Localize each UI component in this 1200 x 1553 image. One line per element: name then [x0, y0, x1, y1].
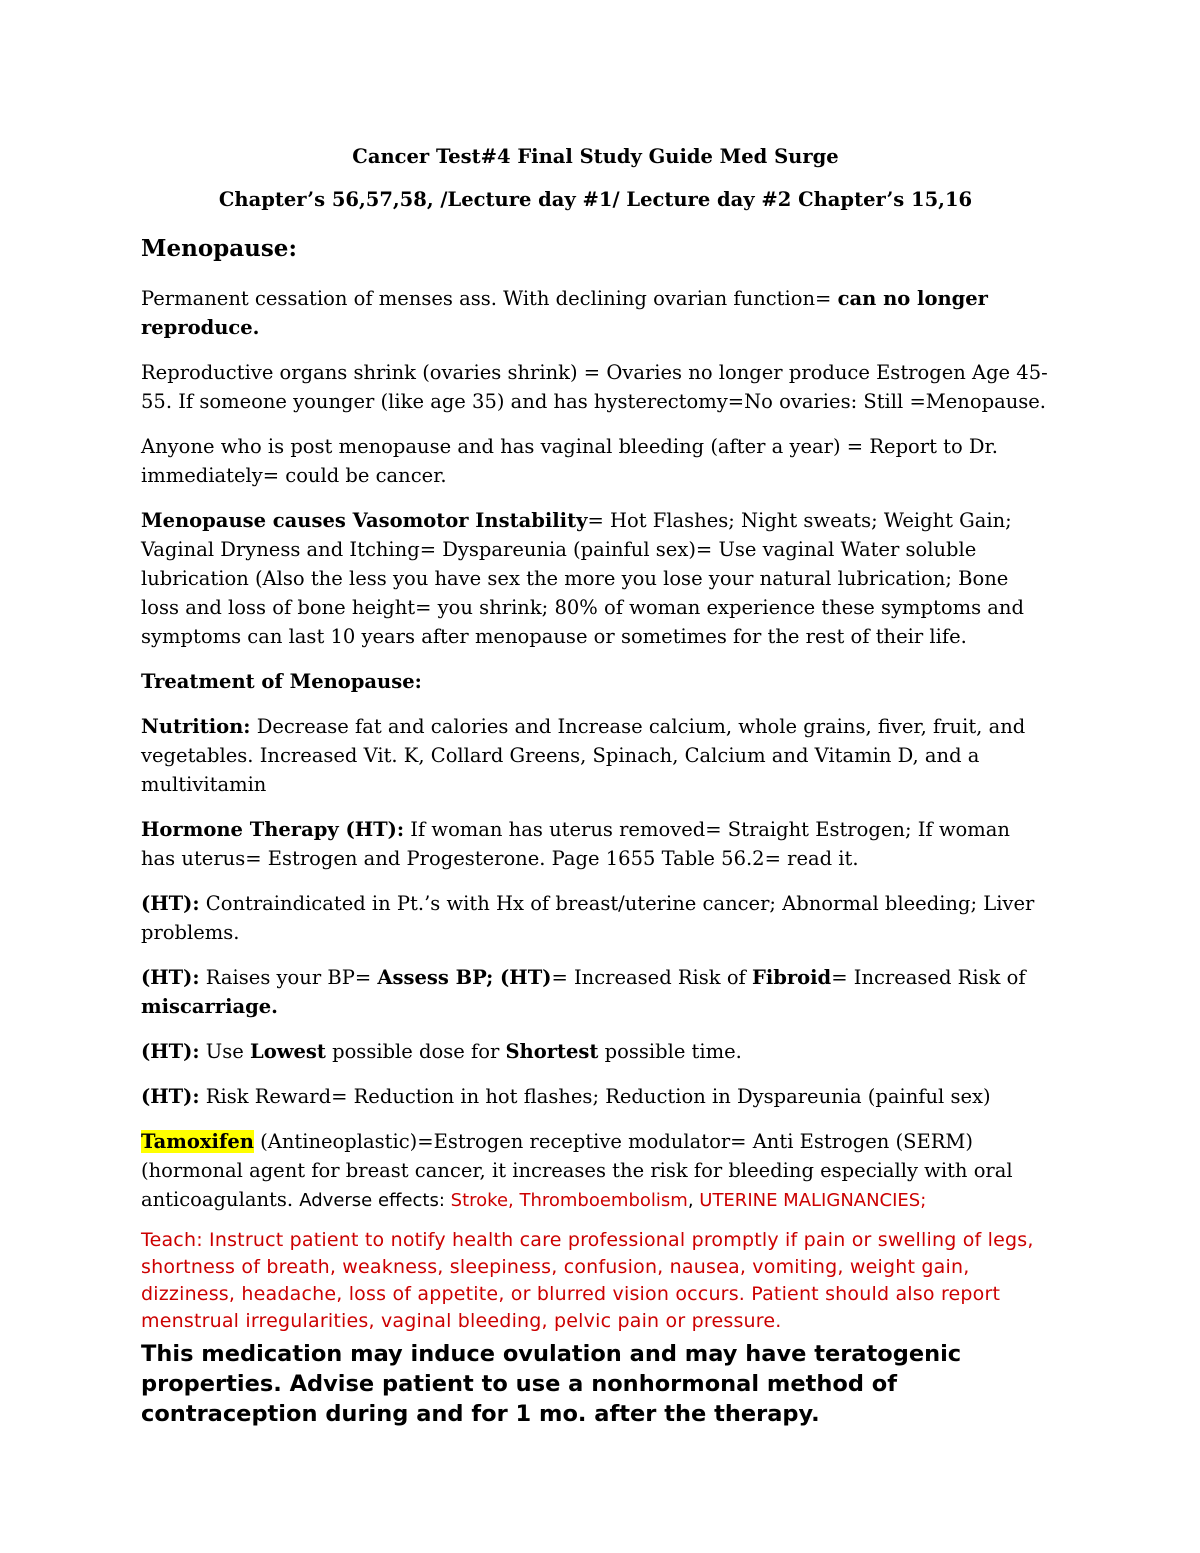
menopause-symptoms: Menopause causes Vasomotor Instability= Hot Flashes; Night sweats; Weight Gain; Vaginal Dryness and Itching= Dyspareunia (painful sex)= Use vaginal Water soluble lubrication (Also the less you have sex the more you lose your natural lubrication; Bone loss and loss of bone height= you shrink; 80% of woman experience these symptoms and symptoms can last 10 years after menopause or sometimes for the rest of their life.	[141, 509, 1024, 648]
hormone-therapy-paragraph: Hormone Therapy (HT): If woman has uterus removed= Straight Estrogen; If woman has uterus= Estrogen and Progesterone. Page 1655 Table 56.2= read it.	[141, 818, 1010, 870]
ht-risks: (HT): Raises your BP= Assess BP; (HT)= Increased Risk of Fibroid= Increased Risk of miscarriage.	[141, 966, 1026, 1018]
ht-risk-reward: (HT): Risk Reward= Reduction in hot flashes; Reduction in Dyspareunia (painful sex)	[141, 1085, 991, 1108]
menopause-definition: Permanent cessation of menses ass. With declining ovarian function= can no longer reproduce.	[141, 287, 988, 339]
ht-dose: (HT): Use Lowest possible dose for Shortest possible time.	[141, 1040, 742, 1063]
tamoxifen-teaching: Teach: Instruct patient to notify health care professional promptly if pain or swelling of legs, shortness of breath, weakness, sleepiness, confusion, nausea, vomiting, weight gain, dizziness, headache, loss of appetite, or blurred vision occurs. Patient should also report menstrual irregularities, vaginal bleeding, pelvic pain or pressure.	[141, 1229, 1034, 1332]
tamoxifen-paragraph: Tamoxifen (Antineoplastic)=Estrogen receptive modulator= Anti Estrogen (SERM) (hormonal agent for breast cancer, it increases the risk for bleeding especially with oral anticoagulants. Adverse effects: Stroke, Thromboembolism, UTERINE MALIGNANCIES;	[141, 1130, 1013, 1211]
ht-contraindications: (HT): Contraindicated in Pt.’s with Hx of breast/uterine cancer; Abnormal bleeding; Liver problems.	[141, 892, 1035, 944]
tamoxifen-warning: This medication may induce ovulation and may have teratogenic properties. Advise patient to use a nonhormonal method of contraception during and for 1 mo. after the therapy.	[141, 1341, 962, 1427]
nutrition-paragraph: Nutrition: Decrease fat and calories and Increase calcium, whole grains, fiver, fruit, and vegetables. Increased Vit. K, Collard Greens, Spinach, Calcium and Vitamin D, and a multivitamin	[141, 715, 1026, 796]
menopause-bleeding: Anyone who is post menopause and has vaginal bleeding (after a year) = Report to Dr. immediately= could be cancer.	[141, 435, 998, 487]
menopause-organs: Reproductive organs shrink (ovaries shrink) = Ovaries no longer produce Estrogen Age 45-55. If someone younger (like age 35) and has hysterectomy=No ovaries: Still =Menopause.	[141, 361, 1048, 413]
menopause-heading: Menopause:	[141, 235, 297, 262]
treatment-heading: Treatment of Menopause:	[141, 670, 422, 693]
tamoxifen-highlight: Tamoxifen	[141, 1130, 254, 1153]
document-title: Cancer Test#4 Final Study Guide Med Surge	[352, 145, 839, 168]
document-subtitle: Chapter’s 56,57,58, /Lecture day #1/ Lecture day #2 Chapter’s 15,16	[218, 188, 973, 211]
